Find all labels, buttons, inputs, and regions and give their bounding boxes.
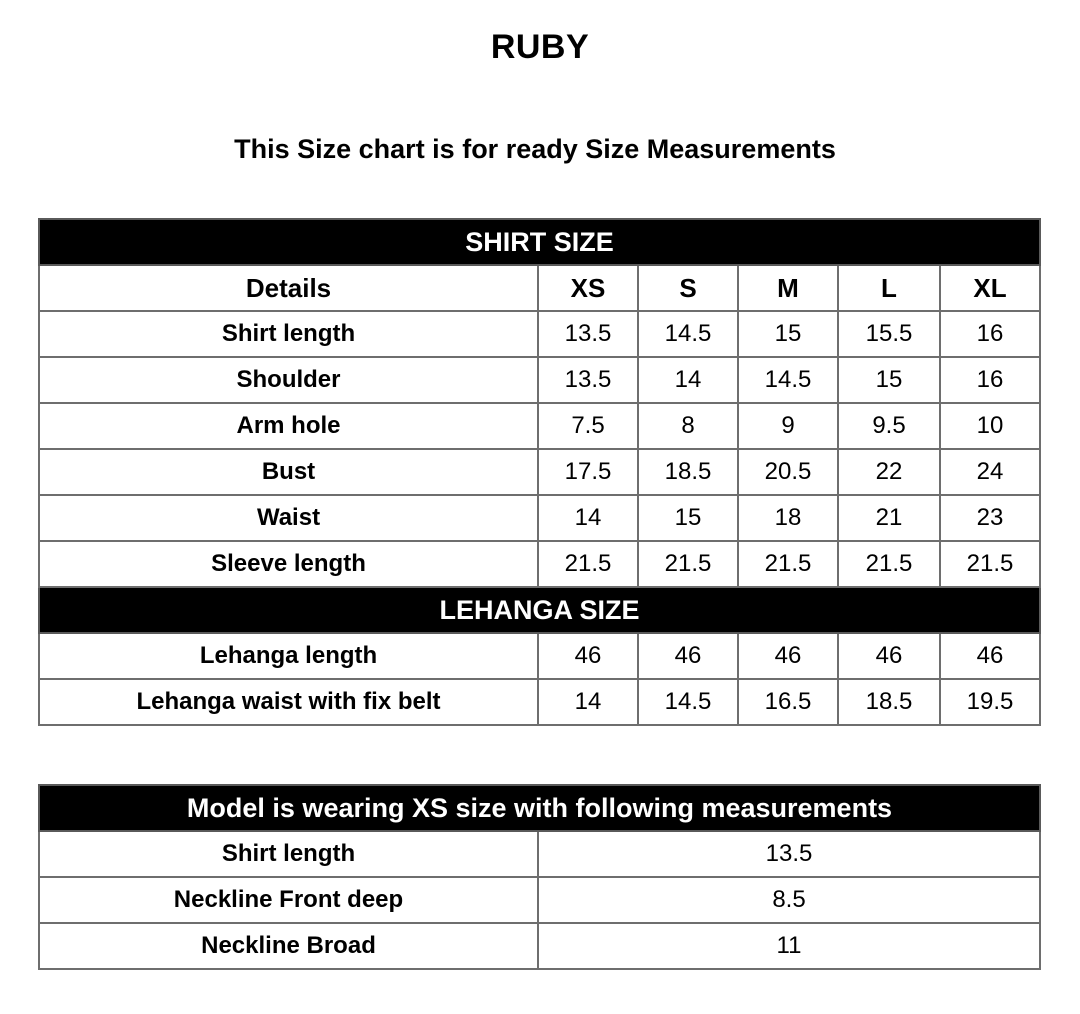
measurement-cell: 14.5	[638, 311, 738, 357]
table-row	[39, 495, 1040, 541]
measurement-cell: 18.5	[838, 679, 940, 725]
measurement-cell: 21.5	[738, 541, 838, 587]
row-label: Neckline Broad	[39, 923, 538, 969]
measurement-cell: 10	[940, 403, 1040, 449]
measurement-cell: 15	[838, 357, 940, 403]
model-header: Model is wearing XS size with following measurements	[39, 785, 1040, 831]
measurement-cell: 21	[838, 495, 940, 541]
row-label: Neckline Front deep	[39, 877, 538, 923]
size-header: XS	[538, 265, 638, 311]
size-header: M	[738, 265, 838, 311]
row-label: Sleeve length	[39, 541, 538, 587]
table-row	[39, 923, 1040, 969]
measurement-cell: 14.5	[638, 679, 738, 725]
measurement-cell: 14.5	[738, 357, 838, 403]
table-row	[39, 679, 1040, 725]
measurement-cell: 23	[940, 495, 1040, 541]
measurement-cell: 16	[940, 311, 1040, 357]
measurement-cell: 9.5	[838, 403, 940, 449]
measurement-cell: 24	[940, 449, 1040, 495]
measurement-cell: 46	[638, 633, 738, 679]
row-label: Lehanga length	[39, 633, 538, 679]
size-header: XL	[940, 265, 1040, 311]
measurement-cell: 19.5	[940, 679, 1040, 725]
table-row	[39, 541, 1040, 587]
row-label: Waist	[39, 495, 538, 541]
table-row	[39, 877, 1040, 923]
measurement-cell: 13.5	[538, 311, 638, 357]
table-row	[39, 311, 1040, 357]
measurement-cell: 15	[638, 495, 738, 541]
measurement-cell: 11	[538, 923, 1040, 969]
row-label: Bust	[39, 449, 538, 495]
measurement-cell: 46	[838, 633, 940, 679]
page-subtitle: This Size chart is for ready Size Measurements	[234, 134, 836, 164]
measurement-cell: 17.5	[538, 449, 638, 495]
page-title: RUBY	[490, 28, 590, 66]
shirt-size-header: SHIRT SIZE	[39, 219, 1040, 265]
size-header: S	[638, 265, 738, 311]
row-label: Lehanga waist with fix belt	[39, 679, 538, 725]
measurement-cell: 46	[738, 633, 838, 679]
measurement-cell: 22	[838, 449, 940, 495]
measurement-cell: 13.5	[538, 357, 638, 403]
table-row	[39, 633, 1040, 679]
measurement-cell: 15	[738, 311, 838, 357]
table-row	[39, 831, 1040, 877]
measurement-cell: 9	[738, 403, 838, 449]
measurement-cell: 7.5	[538, 403, 638, 449]
measurement-cell: 8	[638, 403, 738, 449]
table-row	[39, 403, 1040, 449]
measurement-cell: 20.5	[738, 449, 838, 495]
model-measurements-table	[38, 784, 1041, 970]
row-label: Shirt length	[39, 831, 538, 877]
shirt-size-header-row	[39, 219, 1040, 265]
size-chart-table	[38, 218, 1041, 726]
measurement-cell: 46	[538, 633, 638, 679]
size-labels-row	[39, 265, 1040, 311]
row-label: Shirt length	[39, 311, 538, 357]
model-header-row	[39, 785, 1040, 831]
lehanga-size-header-row	[39, 587, 1040, 633]
measurement-cell: 18	[738, 495, 838, 541]
measurement-cell: 21.5	[538, 541, 638, 587]
details-header: Details	[39, 265, 538, 311]
table-row	[39, 357, 1040, 403]
measurement-cell: 16.5	[738, 679, 838, 725]
measurement-cell: 13.5	[538, 831, 1040, 877]
measurement-cell: 15.5	[838, 311, 940, 357]
measurement-cell: 21.5	[940, 541, 1040, 587]
measurement-cell: 21.5	[638, 541, 738, 587]
measurement-cell: 14	[538, 679, 638, 725]
table-row	[39, 449, 1040, 495]
lehanga-size-header: LEHANGA SIZE	[39, 587, 1040, 633]
measurement-cell: 21.5	[838, 541, 940, 587]
row-label: Shoulder	[39, 357, 538, 403]
measurement-cell: 14	[538, 495, 638, 541]
measurement-cell: 8.5	[538, 877, 1040, 923]
size-header: L	[838, 265, 940, 311]
measurement-cell: 18.5	[638, 449, 738, 495]
measurement-cell: 46	[940, 633, 1040, 679]
row-label: Arm hole	[39, 403, 538, 449]
measurement-cell: 14	[638, 357, 738, 403]
measurement-cell: 16	[940, 357, 1040, 403]
